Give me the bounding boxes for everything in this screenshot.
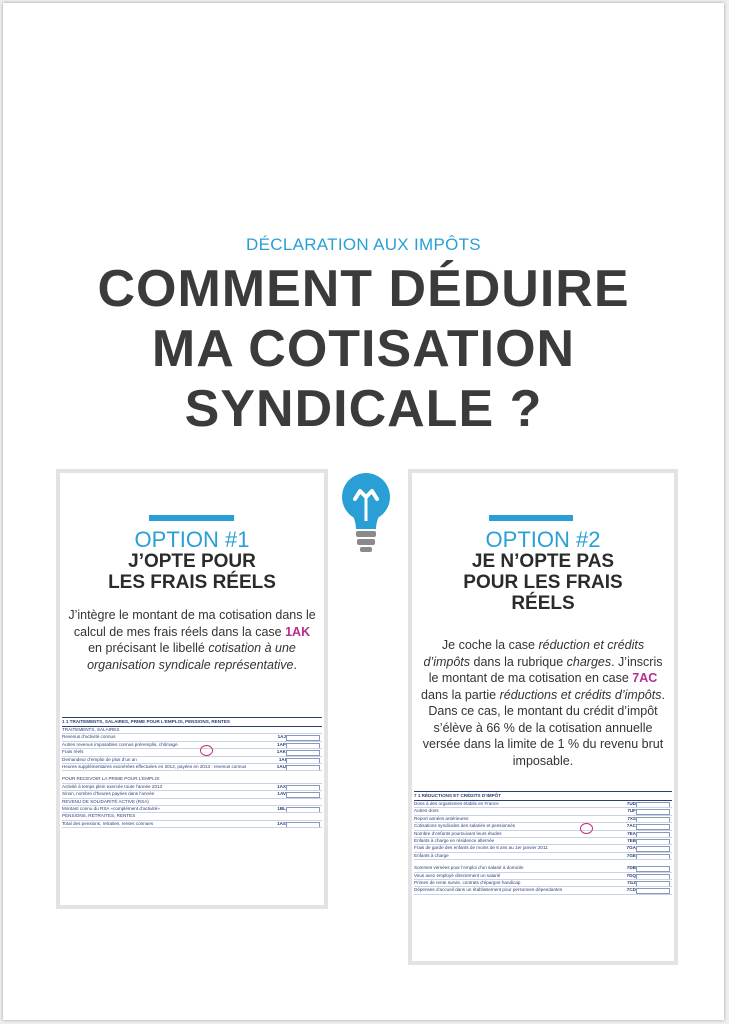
option2-tax-form [414,791,672,895]
form-row [414,816,672,823]
option1-heading-line-1: J’OPTE POUR [128,551,256,572]
option2-code-7ac: 7AC [632,671,658,685]
option1-card [56,469,328,909]
page-title [3,259,724,439]
form-input-box [286,822,320,828]
form-input-box [636,874,670,880]
form-row-label: Demandeur d’emploi de plus d’un an [62,756,137,762]
form-row-code: 1AU [276,764,286,770]
form-input-box [636,866,670,872]
highlight-circle [200,745,213,756]
form-input-box [636,839,670,845]
option1-accent-bar [149,515,234,521]
form-input-box [636,854,670,860]
form-row [62,757,322,764]
form-row-label: Enfants à charge en résidence alternée [414,838,495,844]
form-row-label: Vous avez employé directement un salarié [414,872,501,878]
form-input-box [636,802,670,808]
option2-body [420,637,666,769]
form-row-code: 1AS [277,820,286,826]
form-row [414,808,672,815]
form-input-box [636,809,670,815]
form-row-code: 7UD [626,801,636,807]
page [3,3,724,1020]
form-input-box [286,765,320,771]
form-row-code: 7XS [627,815,636,821]
form-row-label: REVENU DE SOLIDARITÉ ACTIVE (RSA) [62,798,149,804]
header-kicker: DÉCLARATION AUX IMPÔTS [246,235,481,254]
form-row-code: 7EA [627,830,636,836]
title-line-1: COMMENT DÉDUIRE [97,260,630,318]
form-row-code: 7GA [626,845,636,851]
form-row [414,880,672,887]
form-row-label: Dons à des organismes établis en France [414,801,499,807]
form-row-code: 1AJ [277,734,286,740]
form-input-box [636,888,670,894]
form-row-code: 1AI [278,756,286,762]
form-row-label: Frais de garde des enfants de moins de 6 ans au 1er janvier 2011 [414,845,548,851]
option2-body-text-4: dans la partie [421,687,500,702]
form-row [62,799,322,806]
option1-tax-form [62,717,322,828]
form-row-code: 1AX [277,783,286,789]
form-row [62,784,322,791]
form-input-box [636,846,670,852]
option1-label: OPTION #1 [134,527,250,552]
form-input-box [286,750,320,756]
form-row-label: Frais réels [62,749,84,755]
option2-body-italic-1: réduction et crédits d’impôts [423,638,645,669]
form-row [62,742,322,749]
option2-body-italic-3: réductions et crédits d’impôts [499,687,662,702]
form-row-label: Dépenses d’accueil dans un établissement pour personnes dépendantes [414,887,563,893]
form-row-label: POUR RECEVOIR LA PRIME POUR L’EMPLOI [62,776,160,782]
lightbulb-icon [336,469,396,559]
form-input-box [286,785,320,791]
form-row-label: Revenus d’activité connus [62,734,116,740]
form-input-box [286,758,320,764]
form-title: 7 1 RÉDUCTIONS ET CRÉDITS D’IMPÔT [414,791,672,801]
option2-accent-bar [489,515,573,521]
option2-card [408,469,678,965]
form-rows [414,865,672,895]
form-row-label: Enfants à charge [414,852,449,858]
form-rows [62,776,322,828]
form-row [62,776,322,783]
form-row-label: Cotisations syndicales des salariés et pensionnés [414,823,516,829]
option2-label: OPTION #2 [485,527,601,552]
form-row [414,865,672,872]
form-rows [414,801,672,860]
form-row-label: Heures supplémentaires exonérées effectuées en 2012, payées en 2013 : revenus connus [62,764,247,770]
option2-heading [412,551,674,614]
form-row [62,749,322,756]
form-row [62,727,322,734]
option1-body-text-2: en précisant le libellé [88,641,209,655]
form-row-label: TRAITEMENTS, SALAIRES [62,727,120,733]
form-input-box [636,832,670,838]
form-row-code: 1AP [277,741,286,747]
option1-body-text-1: J’intègre le montant de ma cotisation dans le calcul de mes frais réels dans la case [68,608,316,639]
form-row [62,813,322,820]
form-row [62,764,322,771]
form-row-code: 7CD [626,887,636,893]
form-row [414,853,672,860]
form-row-code: 7GE [626,852,636,858]
form-row [62,791,322,798]
option2-body-text-5: . Dans ce cas, le montant du crédit d’impôt s’élève à 66 % de la cotisation annuelle versée dans la limite de 1 % du revenu brut imposable. [422,687,665,768]
form-row-label: Primes de rente survie, contrats d’épargne handicap [414,880,521,885]
title-line-2: MA COTISATION [151,320,576,378]
form-rows [62,727,322,771]
option1-heading [60,551,324,593]
option1-body [68,607,316,673]
form-input-box [636,824,670,830]
form-row-label: Report années antérieures [414,815,469,821]
option2-body-text-1: Je coche la case [441,638,539,652]
form-row [62,821,322,828]
form-input-box [286,735,320,741]
option1-body-text-3: . [293,657,297,672]
form-row-label: Autres revenus imposables connus préremplis, chômage [62,741,178,747]
form-row-code: 7UF [627,808,636,814]
highlight-circle [580,823,593,834]
form-row-label: Autres dons [414,808,439,814]
form-row [414,845,672,852]
option1-heading-line-2: LES FRAIS RÉELS [108,572,276,593]
form-row [62,734,322,741]
form-row-label: Montant connu du RSA «complément d’activité» [62,806,160,811]
form-row-label: Sommes versées pour l’emploi d’un salarié à domicile [414,865,524,871]
form-input-box [636,817,670,823]
form-input-box [286,792,320,798]
option1-body-italic: cotisation à une organisation syndicale représentative [87,641,296,672]
option2-body-text-2: dans la rubrique [470,654,567,669]
title-line-3: SYNDICALE ? [184,380,543,438]
form-row [414,801,672,808]
form-row [414,823,672,830]
form-row-code: 1AV [277,791,286,797]
form-row-code: 7DQ [626,872,636,878]
form-title: 1 1 TRAITEMENTS, SALAIRES, PRIME POUR L’EMPLOI, PENSIONS, RENTES [62,717,322,727]
option2-heading-line-2: POUR LES FRAIS [463,572,623,593]
form-input-box [636,881,670,887]
form-row-code: 7DB [626,865,636,871]
form-row-label: Activité à temps plein exercée toute l’année 2013 [62,783,163,789]
form-row [62,806,322,813]
form-row-label: PENSIONS, RETRAITES, RENTES [62,813,136,819]
form-input-box [286,743,320,749]
form-row [414,838,672,845]
form-row-code: 1BL [277,806,286,811]
option2-body-italic-2: charges [566,654,612,669]
form-row-code: 7AC [626,823,636,829]
option2-body-text-3: . J’inscris le montant de ma cotisation en case [428,654,663,685]
form-row-label: Total des pensions, retraites, rentes connues [62,820,154,826]
form-row-code: 1AK [276,749,286,755]
form-row-label: Sinon, nombre d’heures payées dans l’année [62,791,155,797]
option1-code-1ak: 1AK [285,624,311,639]
form-input-box [286,807,320,813]
form-row-label: Nombre d’enfants poursuivant leurs études [414,830,502,836]
option2-heading-line-1: JE N’OPTE PAS [471,551,615,572]
form-row [414,873,672,880]
form-row-code: 7GZ [627,880,636,885]
form-row-code: 7EB [627,838,636,844]
form-row [414,887,672,894]
form-row [414,831,672,838]
option2-heading-line-3: RÉELS [511,593,575,614]
